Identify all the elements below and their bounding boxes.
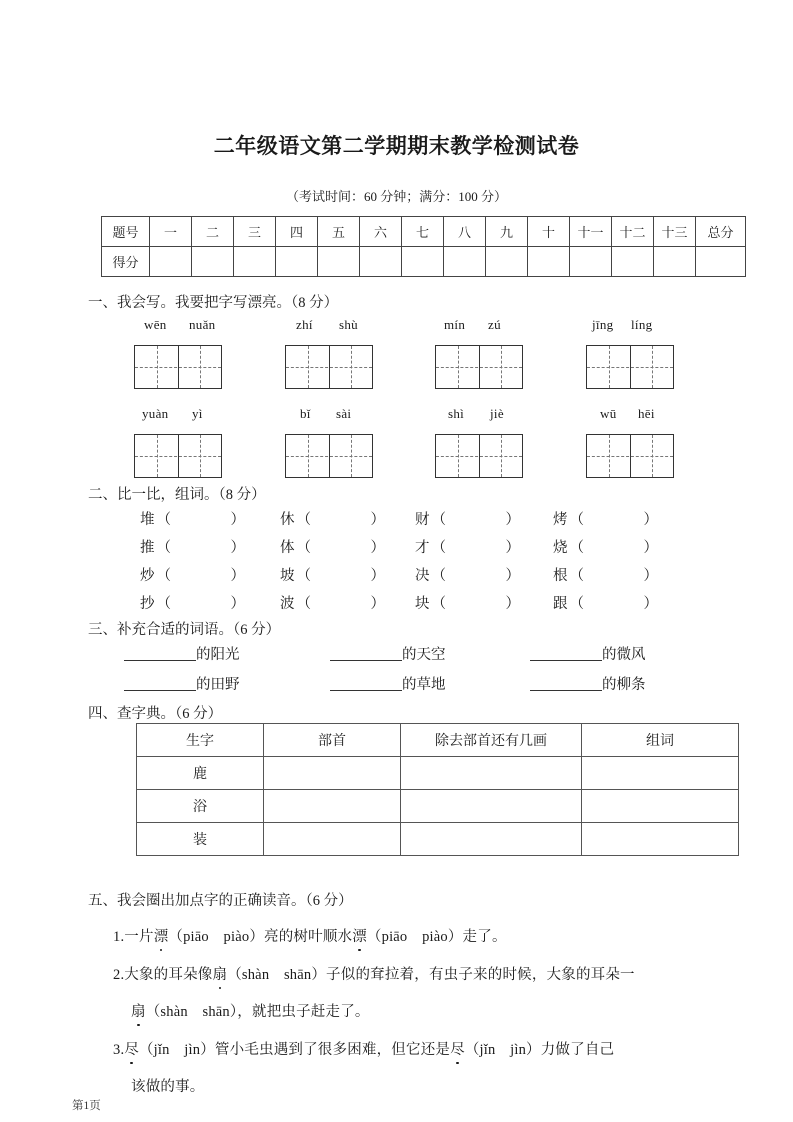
paren-open: （ [569,512,584,528]
pinyin-1-2b: shù [339,317,358,332]
section-4-heading: 四、查字典。（6 分） [88,706,223,722]
pinyin-1-1b: nuǎn [189,317,216,332]
table-row-header [102,217,746,247]
score-cell-11[interactable] [570,247,612,277]
q3-seg-cont: 该做的事。 [131,1079,205,1095]
score-col-1: 一 [150,217,192,247]
answer-blank[interactable] [330,645,402,661]
score-col-4: 四 [276,217,318,247]
dict-answer-0-radical[interactable] [264,757,401,790]
paren-open: （ [296,540,311,556]
grid-dash-hline [286,456,372,457]
pinyin-1-2a: zhí [296,317,313,332]
score-cell-9[interactable] [486,247,528,277]
phrase-blank-0-2[interactable] [530,643,646,664]
paren-close: ） [643,512,658,528]
zuci-char: 堆 [140,512,155,528]
zuci-cell-1-1[interactable] [280,536,385,557]
tianzige-1-3[interactable] [435,345,523,389]
grid-dash-hline [436,456,522,457]
table-row-score [102,247,746,277]
table-row-header [137,724,739,757]
dict-answer-1-strokes[interactable] [401,790,582,823]
phrase-blank-1-0[interactable] [124,673,240,694]
paren-close: ） [643,540,658,556]
score-col-9: 九 [486,217,528,247]
tianzige-2-4[interactable] [586,434,674,478]
score-row-label-1: 得分 [102,247,150,277]
section-5-heading: 五、我会圈出加点字的正确读音。（6 分） [88,893,353,909]
phrase-text: 的天空 [402,647,446,663]
paren-open: （ [156,568,171,584]
q1-seg-0: 一片 [124,929,154,945]
phrase-blank-1-1[interactable] [330,673,446,694]
paren-open: （ [431,596,446,612]
grid-dash-hline [135,367,221,368]
score-col-6: 六 [360,217,402,247]
zuci-cell-0-3[interactable] [553,508,658,529]
paren-close: ） [230,596,245,612]
paren-close: ） [370,540,385,556]
zuci-char: 根 [553,568,568,584]
dictionary-table [136,723,739,856]
table-row [137,790,739,823]
pinyin-2-2a: bǐ [300,406,311,421]
score-col-11: 十一 [570,217,612,247]
grid-dash-vline-right [652,346,653,388]
q3-dotted-char-2: 尽 [450,1038,465,1059]
zuci-cell-1-3[interactable] [553,536,658,557]
dict-answer-2-strokes[interactable] [401,823,582,856]
grid-dash-vline-right [351,435,352,477]
zuci-char: 跟 [553,596,568,612]
q3-seg-1: （jǐn jìn）管小毛虫遇到了很多困难，但它还是 [138,1042,451,1058]
pinyin-1-3a: mín [444,317,466,332]
zuci-cell-0-2[interactable] [415,508,520,529]
grid-dash-vline-left [458,346,459,388]
paren-open: （ [569,540,584,556]
answer-blank[interactable] [124,675,196,691]
phrase-text: 的田野 [196,677,240,693]
q2-seg-cont: （shàn shān），就把虫子赶走了。 [145,1004,370,1020]
q2-dotted-char-1: 扇 [212,963,227,984]
score-cell-7[interactable] [402,247,444,277]
zuci-char: 财 [415,512,430,528]
grid-dash-vline-left [157,346,158,388]
q2-dotted-char-2: 扇 [131,1000,146,1021]
tianzige-2-3[interactable] [435,434,523,478]
zuci-char: 炒 [140,568,155,584]
paren-open: （ [296,596,311,612]
q1-seg-2: （piāo piào）亮的树叶顺水 [168,929,353,945]
phrase-blank-1-2[interactable] [530,673,646,694]
question-number: 2. [113,967,125,983]
paren-close: ） [230,540,245,556]
phrase-text: 的草地 [402,677,446,693]
score-col-7: 七 [402,217,444,247]
tianzige-1-4[interactable] [586,345,674,389]
dict-header-1: 部首 [264,724,401,757]
zuci-char: 决 [415,568,430,584]
score-row-label-0: 题号 [102,217,150,247]
zuci-char: 烧 [553,540,568,556]
dict-header-3: 组词 [582,724,739,757]
score-col-8: 八 [444,217,486,247]
zuci-cell-2-2[interactable] [415,564,520,585]
paren-open: （ [431,568,446,584]
score-cell-4[interactable] [276,247,318,277]
paren-open: （ [296,568,311,584]
paren-close: ） [370,568,385,584]
score-col-total: 总分 [696,217,746,247]
paren-close: ） [505,512,520,528]
score-col-5: 五 [318,217,360,247]
phrase-text: 的微风 [602,647,646,663]
q1-dotted-char-1: 漂 [154,925,169,946]
dict-answer-1-radical[interactable] [264,790,401,823]
pinyin-1-4b: líng [631,317,653,332]
grid-dash-hline [587,456,673,457]
score-cell-12[interactable] [612,247,654,277]
paren-open: （ [569,568,584,584]
q1-seg-4: （piāo piào）走了。 [366,929,507,945]
q3-seg-3: （jǐn jìn）力做了自己 [464,1042,615,1058]
zuci-cell-3-2[interactable] [415,592,520,613]
zuci-cell-2-3[interactable] [553,564,658,585]
paren-open: （ [431,512,446,528]
score-cell-13[interactable] [654,247,696,277]
answer-blank[interactable] [124,645,196,661]
zuci-cell-0-0[interactable] [140,508,245,529]
score-cell-8[interactable] [444,247,486,277]
grid-dash-vline-right [351,346,352,388]
reading-question-2[interactable] [113,963,635,984]
reading-question-2-cont[interactable] [131,1000,370,1021]
pinyin-1-4a: jīng [592,317,614,332]
zuci-char: 体 [280,540,295,556]
grid-dash-vline-left [308,346,309,388]
pinyin-2-4a: wū [600,406,617,421]
zuci-char: 波 [280,596,295,612]
reading-question-3-cont[interactable] [131,1075,205,1096]
grid-dash-hline [436,367,522,368]
section-2-heading: 二、比一比，组词。（8 分） [88,487,266,503]
zuci-cell-3-1[interactable] [280,592,385,613]
grid-dash-vline-right [501,346,502,388]
q2-seg-0: 大象的耳朵像 [124,967,213,983]
tianzige-2-2[interactable] [285,434,373,478]
score-col-13: 十三 [654,217,696,247]
dict-char-2: 装 [137,823,264,856]
paren-close: ） [643,568,658,584]
question-number: 1. [113,929,125,945]
pinyin-2-2b: sài [336,406,352,421]
score-col-3: 三 [234,217,276,247]
pinyin-2-1b: yì [192,406,203,421]
exam-subtitle: （考试时间：60 分钟；满分：100 分） [285,189,507,204]
grid-dash-hline [135,456,221,457]
tianzige-1-1[interactable] [134,345,222,389]
table-row [137,823,739,856]
score-col-12: 十二 [612,217,654,247]
grid-dash-vline-left [609,346,610,388]
zuci-char: 抄 [140,596,155,612]
question-number: 3. [113,1042,125,1058]
phrase-blank-0-1[interactable] [330,643,446,664]
paren-close: ） [505,540,520,556]
grid-dash-vline-left [609,435,610,477]
section-1-heading: 一、我会写。我要把字写漂亮。（8 分） [88,295,339,311]
zuci-cell-3-0[interactable] [140,592,245,613]
dict-char-0: 鹿 [137,757,264,790]
q3-dotted-char-1: 尽 [124,1038,139,1059]
score-cell-1[interactable] [150,247,192,277]
score-cell-3[interactable] [234,247,276,277]
paren-open: （ [156,596,171,612]
zuci-cell-0-1[interactable] [280,508,385,529]
paren-close: ） [370,512,385,528]
dict-answer-1-word[interactable] [582,790,739,823]
tianzige-2-1[interactable] [134,434,222,478]
q1-dotted-char-2: 漂 [352,925,367,946]
score-cell-2[interactable] [192,247,234,277]
grid-dash-vline-right [200,346,201,388]
zuci-cell-2-0[interactable] [140,564,245,585]
score-cell-6[interactable] [360,247,402,277]
zuci-char: 坡 [280,568,295,584]
answer-blank[interactable] [330,675,402,691]
pinyin-2-4b: hēi [638,406,655,421]
paren-close: ） [505,568,520,584]
paren-open: （ [569,596,584,612]
pinyin-1-3b: zú [488,317,501,332]
zuci-char: 块 [415,596,430,612]
zuci-char: 休 [280,512,295,528]
score-cell-total[interactable] [696,247,746,277]
phrase-blank-0-0[interactable] [124,643,240,664]
paren-open: （ [156,512,171,528]
score-col-2: 二 [192,217,234,247]
table-row [137,757,739,790]
dict-answer-2-word[interactable] [582,823,739,856]
section-3-heading: 三、补充合适的词语。（6 分） [88,622,281,638]
reading-question-3[interactable] [113,1038,614,1059]
zuci-cell-1-2[interactable] [415,536,520,557]
grid-dash-hline [286,367,372,368]
reading-question-1[interactable] [113,925,507,946]
grid-dash-vline-right [652,435,653,477]
phrase-text: 的阳光 [196,647,240,663]
paren-open: （ [156,540,171,556]
zuci-cell-2-1[interactable] [280,564,385,585]
dict-answer-2-radical[interactable] [264,823,401,856]
zuci-cell-1-0[interactable] [140,536,245,557]
score-cell-10[interactable] [528,247,570,277]
grid-dash-vline-left [458,435,459,477]
zuci-char: 烤 [553,512,568,528]
dict-header-0: 生字 [137,724,264,757]
grid-dash-vline-right [501,435,502,477]
paren-open: （ [431,540,446,556]
dict-answer-0-word[interactable] [582,757,739,790]
pinyin-2-3b: jiè [490,406,504,421]
zuci-char: 推 [140,540,155,556]
answer-blank[interactable] [530,645,602,661]
score-table [101,216,746,277]
grid-dash-vline-right [200,435,201,477]
dict-char-1: 浴 [137,790,264,823]
paren-close: ） [230,568,245,584]
zuci-cell-3-3[interactable] [553,592,658,613]
page-footer: 第1页 [72,1100,101,1112]
paren-close: ） [230,512,245,528]
pinyin-2-3a: shì [448,406,465,421]
score-cell-5[interactable] [318,247,360,277]
paren-open: （ [296,512,311,528]
grid-dash-vline-left [157,435,158,477]
answer-blank[interactable] [530,675,602,691]
pinyin-1-1a: wēn [144,317,167,332]
paren-close: ） [505,596,520,612]
dict-answer-0-strokes[interactable] [401,757,582,790]
grid-dash-hline [587,367,673,368]
phrase-text: 的柳条 [602,677,646,693]
zuci-char: 才 [415,540,430,556]
score-col-10: 十 [528,217,570,247]
paren-close: ） [643,596,658,612]
grid-dash-vline-left [308,435,309,477]
paren-close: ） [370,596,385,612]
tianzige-1-2[interactable] [285,345,373,389]
dict-header-2: 除去部首还有几画 [401,724,582,757]
page-title: 二年级语文第二学期期末教学检测试卷 [213,135,580,158]
q2-seg-2: （shàn shān）子似的耷拉着，有虫子来的时候，大象的耳朵一 [227,967,635,983]
pinyin-2-1a: yuàn [142,406,169,421]
